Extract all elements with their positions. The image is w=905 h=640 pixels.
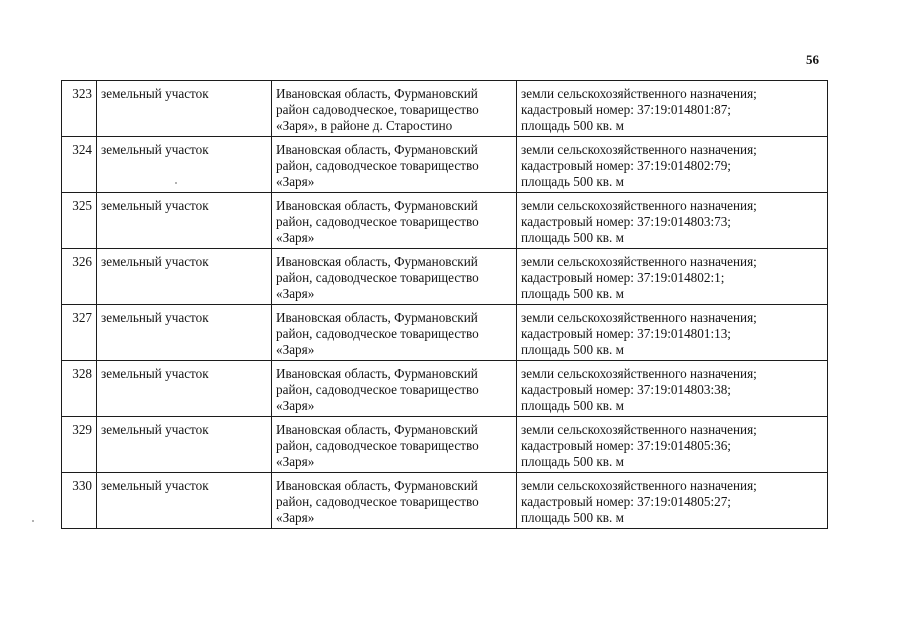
row-number-cell: 330 <box>62 473 97 529</box>
details-line: кадастровый номер: 37:19:014802:1; <box>521 270 725 285</box>
property-type-cell: земельный участок <box>97 361 272 417</box>
address-line: Ивановская область, Фурмановский <box>276 198 478 213</box>
address-line: район, садоводческое товарищество <box>276 494 479 509</box>
property-type-cell: земельный участок <box>97 473 272 529</box>
details-line: кадастровый номер: 37:19:014803:73; <box>521 214 731 229</box>
row-number-cell: 323 <box>62 81 97 137</box>
address-cell <box>272 193 517 249</box>
address-line: район, садоводческое товарищество <box>276 158 479 173</box>
address-line: район садоводческое, товарищество <box>276 102 479 117</box>
property-registry-table <box>61 80 828 529</box>
address-cell <box>272 249 517 305</box>
details-line: кадастровый номер: 37:19:014805:27; <box>521 494 731 509</box>
details-cell <box>517 137 828 193</box>
details-cell <box>517 473 828 529</box>
page-number: 56 <box>806 52 819 67</box>
address-line: «Заря» <box>276 510 315 525</box>
row-number-cell: 328 <box>62 361 97 417</box>
property-type-cell: земельный участок <box>97 193 272 249</box>
table-row <box>62 473 828 529</box>
details-line: земли сельскохозяйственного назначения; <box>521 142 757 157</box>
property-type-cell: земельный участок <box>97 81 272 137</box>
details-line: кадастровый номер: 37:19:014803:38; <box>521 382 731 397</box>
address-line: Ивановская область, Фурмановский <box>276 254 478 269</box>
details-line: земли сельскохозяйственного назначения; <box>521 310 757 325</box>
details-line: земли сельскохозяйственного назначения; <box>521 198 757 213</box>
address-line: Ивановская область, Фурмановский <box>276 422 478 437</box>
property-type-cell: земельный участок <box>97 249 272 305</box>
details-line: площадь 500 кв. м <box>521 398 624 413</box>
address-line: «Заря», в районе д. Старостино <box>276 118 453 133</box>
row-number-cell: 326 <box>62 249 97 305</box>
scan-speck <box>32 520 34 522</box>
row-number-cell: 327 <box>62 305 97 361</box>
registry-table-body <box>62 81 828 529</box>
details-cell <box>517 193 828 249</box>
address-line: район, садоводческое товарищество <box>276 270 479 285</box>
details-line: площадь 500 кв. м <box>521 230 624 245</box>
address-cell <box>272 137 517 193</box>
details-cell <box>517 361 828 417</box>
details-line: земли сельскохозяйственного назначения; <box>521 366 757 381</box>
table-row <box>62 81 828 137</box>
property-type-cell: земельный участок <box>97 305 272 361</box>
address-cell <box>272 81 517 137</box>
details-line: площадь 500 кв. м <box>521 454 624 469</box>
details-cell <box>517 249 828 305</box>
details-cell <box>517 81 828 137</box>
details-line: земли сельскохозяйственного назначения; <box>521 478 757 493</box>
table-row <box>62 137 828 193</box>
details-line: кадастровый номер: 37:19:014801:87; <box>521 102 731 117</box>
address-cell <box>272 417 517 473</box>
row-number-cell: 329 <box>62 417 97 473</box>
details-line: земли сельскохозяйственного назначения; <box>521 422 757 437</box>
address-line: Ивановская область, Фурмановский <box>276 142 478 157</box>
address-line: «Заря» <box>276 174 315 189</box>
address-line: «Заря» <box>276 230 315 245</box>
details-line: земли сельскохозяйственного назначения; <box>521 254 757 269</box>
details-line: площадь 500 кв. м <box>521 342 624 357</box>
address-line: «Заря» <box>276 286 315 301</box>
details-line: площадь 500 кв. м <box>521 286 624 301</box>
table-row <box>62 249 828 305</box>
row-number-cell: 325 <box>62 193 97 249</box>
address-line: район, садоводческое товарищество <box>276 382 479 397</box>
table-row <box>62 305 828 361</box>
table-row <box>62 361 828 417</box>
details-cell <box>517 305 828 361</box>
details-line: площадь 500 кв. м <box>521 118 624 133</box>
address-cell <box>272 473 517 529</box>
address-line: район, садоводческое товарищество <box>276 438 479 453</box>
address-line: «Заря» <box>276 342 315 357</box>
row-number-cell: 324 <box>62 137 97 193</box>
details-line: кадастровый номер: 37:19:014802:79; <box>521 158 731 173</box>
address-line: «Заря» <box>276 454 315 469</box>
property-type-cell: земельный участок <box>97 137 272 193</box>
details-line: кадастровый номер: 37:19:014801:13; <box>521 326 731 341</box>
address-line: «Заря» <box>276 398 315 413</box>
details-line: площадь 500 кв. м <box>521 510 624 525</box>
details-line: площадь 500 кв. м <box>521 174 624 189</box>
address-line: Ивановская область, Фурмановский <box>276 86 478 101</box>
scan-speck <box>175 182 177 184</box>
details-line: земли сельскохозяйственного назначения; <box>521 86 757 101</box>
property-type-cell: земельный участок <box>97 417 272 473</box>
address-cell <box>272 305 517 361</box>
address-line: район, садоводческое товарищество <box>276 326 479 341</box>
address-line: район, садоводческое товарищество <box>276 214 479 229</box>
address-line: Ивановская область, Фурмановский <box>276 310 478 325</box>
table-row <box>62 193 828 249</box>
details-line: кадастровый номер: 37:19:014805:36; <box>521 438 731 453</box>
table-row <box>62 417 828 473</box>
address-line: Ивановская область, Фурмановский <box>276 478 478 493</box>
address-line: Ивановская область, Фурмановский <box>276 366 478 381</box>
details-cell <box>517 417 828 473</box>
address-cell <box>272 361 517 417</box>
